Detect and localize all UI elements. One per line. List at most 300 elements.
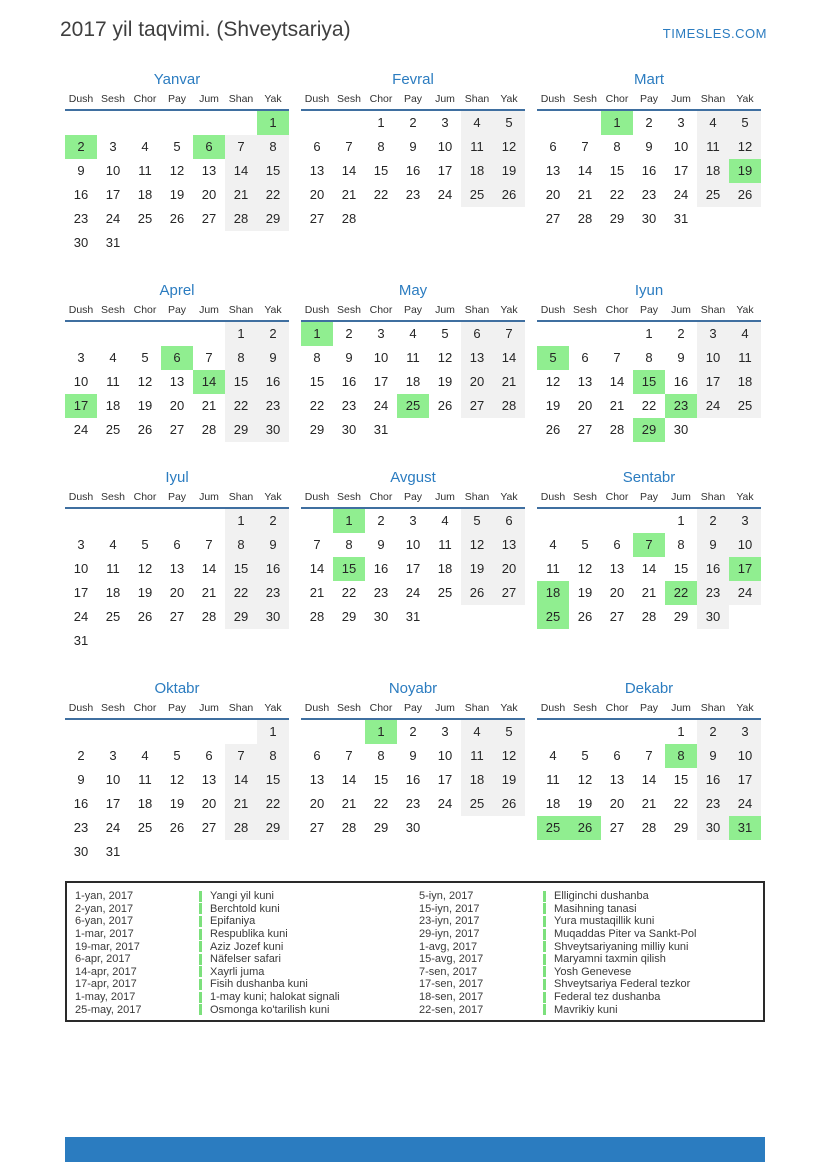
day-of-week-label: Yak — [264, 304, 282, 316]
day-cell: 6 — [613, 537, 621, 552]
legend-holiday-name: Yangi yil kuni — [210, 890, 274, 903]
day-cell: 3 — [441, 115, 449, 130]
month-title[interactable]: Yanvar — [153, 71, 201, 88]
day-cell: 26 — [577, 609, 593, 624]
month-title[interactable]: May — [398, 282, 428, 299]
day-cell: 26 — [461, 581, 493, 605]
day-cell: 6 — [313, 139, 321, 154]
month-title[interactable]: Mart — [634, 71, 664, 88]
day-cell: 4 — [409, 326, 417, 341]
day-cell: 18 — [537, 581, 569, 605]
day-of-week-label: Dush — [304, 93, 330, 105]
day-cell: 13 — [169, 374, 185, 389]
day-cell: 19 — [137, 585, 153, 600]
day-cell: 11 — [106, 561, 120, 576]
day-of-week-label: Dush — [68, 702, 94, 714]
day-cell: 14 — [201, 561, 217, 576]
legend-holiday-name: Xayrli juma — [210, 965, 265, 978]
day-of-week-label: Jum — [435, 304, 455, 316]
empty-day-cell — [333, 720, 365, 744]
day-cell: 7 — [205, 350, 213, 365]
day-cell: 4 — [109, 537, 117, 552]
day-cell: 10 — [373, 350, 389, 365]
day-cell: 24 — [437, 187, 453, 202]
day-of-week-label: Chor — [133, 93, 157, 105]
legend-marker — [543, 954, 546, 965]
day-cell: 10 — [73, 374, 89, 389]
day-cell: 18 — [137, 796, 153, 811]
month-title[interactable]: Oktabr — [154, 680, 200, 697]
day-cell: 15 — [225, 370, 257, 394]
day-cell: 12 — [729, 135, 761, 159]
legend-marker — [199, 916, 202, 927]
day-cell: 18 — [461, 768, 493, 792]
day-cell: 22 — [673, 796, 689, 811]
day-cell: 8 — [345, 537, 353, 552]
empty-day-cell — [729, 207, 761, 231]
day-cell: 12 — [577, 772, 593, 787]
day-cell: 3 — [377, 326, 385, 341]
month-days-grid — [65, 509, 289, 653]
empty-day-cell — [129, 720, 161, 744]
empty-day-cell — [493, 207, 525, 231]
empty-day-cell — [257, 629, 289, 653]
day-cell: 24 — [729, 792, 761, 816]
legend-entry — [71, 890, 415, 903]
day-cell: 7 — [205, 537, 213, 552]
day-of-week-label: Chor — [369, 491, 393, 503]
legend-date: 22-sen, 2017 — [419, 1003, 484, 1016]
day-of-week-label: Jum — [435, 491, 455, 503]
day-cell: 17 — [729, 768, 761, 792]
month-title[interactable]: Iyul — [165, 469, 189, 486]
day-cell: 14 — [225, 768, 257, 792]
day-cell: 17 — [65, 394, 97, 418]
day-cell: 1 — [365, 720, 397, 744]
month-calendar — [65, 679, 289, 864]
month-days-grid — [537, 509, 761, 629]
empty-day-cell — [493, 605, 525, 629]
day-cell: 14 — [309, 561, 325, 576]
day-cell: 31 — [673, 211, 689, 226]
day-cell: 6 — [549, 139, 557, 154]
day-cell: 10 — [729, 744, 761, 768]
day-cell: 17 — [437, 772, 453, 787]
day-cell: 9 — [345, 350, 353, 365]
day-cell: 19 — [493, 159, 525, 183]
legend-marker — [543, 1004, 546, 1015]
day-cell: 12 — [461, 533, 493, 557]
day-cell: 18 — [729, 370, 761, 394]
day-cell: 25 — [537, 816, 569, 840]
day-cell: 2 — [645, 115, 653, 130]
day-of-week-label: Shan — [700, 304, 726, 316]
day-cell: 28 — [201, 609, 217, 624]
day-cell: 23 — [73, 211, 89, 226]
day-cell: 16 — [73, 187, 89, 202]
day-cell: 14 — [225, 159, 257, 183]
day-cell: 18 — [405, 374, 421, 389]
legend-date: 15-avg, 2017 — [419, 953, 484, 966]
day-cell: 14 — [341, 163, 357, 178]
month-title[interactable]: Fevral — [392, 71, 434, 88]
day-cell: 26 — [493, 792, 525, 816]
day-cell: 16 — [257, 370, 289, 394]
day-cell: 8 — [645, 350, 653, 365]
month-title[interactable]: Noyabr — [388, 680, 438, 697]
legend-date: 1-yan, 2017 — [75, 890, 134, 903]
day-cell: 27 — [577, 422, 593, 437]
day-of-week-header-row — [65, 490, 289, 509]
legend-marker — [543, 903, 546, 914]
day-cell: 20 — [577, 398, 593, 413]
legend-holiday-name: Elliginchi dushanba — [554, 890, 649, 903]
day-of-week-header-row — [537, 303, 761, 322]
day-cell: 21 — [341, 187, 357, 202]
day-of-week-label: Dush — [68, 304, 94, 316]
day-cell: 10 — [437, 139, 453, 154]
legend-date: 18-sen, 2017 — [419, 991, 484, 1004]
day-cell: 11 — [461, 135, 493, 159]
day-cell: 15 — [609, 163, 625, 178]
empty-day-cell — [729, 605, 761, 629]
day-of-week-label: Yak — [264, 702, 282, 714]
day-of-week-label: Shan — [464, 491, 490, 503]
legend-entry — [71, 903, 415, 916]
day-cell: 8 — [225, 533, 257, 557]
legend-holiday-name: Epifaniya — [210, 915, 256, 928]
day-cell: 23 — [257, 394, 289, 418]
day-cell: 2 — [65, 135, 97, 159]
day-cell: 6 — [581, 350, 589, 365]
day-of-week-label: Jum — [435, 93, 455, 105]
day-cell: 10 — [73, 561, 89, 576]
day-cell: 1 — [377, 115, 385, 130]
month-days-grid — [537, 322, 761, 442]
day-cell: 9 — [409, 748, 417, 763]
site-link[interactable]: TIMESLES.COM — [662, 26, 767, 41]
day-cell: 26 — [137, 609, 153, 624]
day-of-week-label: Shan — [464, 304, 490, 316]
day-of-week-label: Dush — [540, 93, 566, 105]
day-cell: 13 — [309, 163, 325, 178]
day-cell: 15 — [373, 163, 389, 178]
legend-holiday-name: Berchtold kuni — [210, 902, 280, 915]
day-cell: 2 — [345, 326, 353, 341]
legend-entry — [415, 903, 759, 916]
day-cell: 25 — [537, 605, 569, 629]
day-cell: 8 — [257, 135, 289, 159]
day-cell: 19 — [577, 585, 593, 600]
day-of-week-label: Shan — [700, 491, 726, 503]
day-cell: 22 — [373, 187, 389, 202]
day-of-week-label: Sesh — [573, 304, 597, 316]
day-cell: 10 — [729, 533, 761, 557]
empty-day-cell — [161, 111, 193, 135]
day-cell: 11 — [138, 772, 152, 787]
day-cell: 31 — [729, 816, 761, 840]
day-cell: 27 — [169, 422, 185, 437]
day-of-week-label: Dush — [68, 93, 94, 105]
day-cell: 26 — [169, 820, 185, 835]
day-cell: 1 — [301, 322, 333, 346]
day-cell: 9 — [377, 537, 385, 552]
day-cell: 30 — [257, 418, 289, 442]
day-cell: 25 — [137, 820, 153, 835]
month-days-grid — [301, 111, 525, 231]
day-cell: 20 — [609, 796, 625, 811]
legend-entry — [71, 915, 415, 928]
day-cell: 23 — [373, 585, 389, 600]
legend-date: 6-yan, 2017 — [75, 915, 134, 928]
day-cell: 4 — [549, 748, 557, 763]
month-title[interactable]: Aprel — [159, 282, 195, 299]
day-cell: 14 — [641, 772, 657, 787]
empty-day-cell — [697, 418, 729, 442]
day-of-week-label: Shan — [228, 304, 254, 316]
day-cell: 12 — [545, 374, 561, 389]
day-cell: 28 — [341, 211, 357, 226]
day-cell: 18 — [545, 796, 561, 811]
holiday-legend — [65, 881, 765, 1022]
empty-day-cell — [601, 720, 633, 744]
day-cell: 21 — [201, 585, 217, 600]
legend-date: 1-avg, 2017 — [419, 940, 478, 953]
day-cell: 13 — [309, 772, 325, 787]
day-cell: 31 — [373, 422, 389, 437]
legend-date: 2-yan, 2017 — [75, 902, 134, 915]
day-cell: 7 — [345, 748, 353, 763]
day-cell: 8 — [313, 350, 321, 365]
day-cell: 30 — [257, 605, 289, 629]
legend-date: 1-may, 2017 — [75, 991, 136, 1004]
day-cell: 30 — [697, 816, 729, 840]
day-cell: 5 — [581, 748, 589, 763]
empty-day-cell — [97, 322, 129, 346]
day-cell: 2 — [697, 509, 729, 533]
day-cell: 26 — [569, 816, 601, 840]
day-of-week-label: Jum — [199, 491, 219, 503]
empty-day-cell — [429, 816, 461, 840]
day-of-week-label: Chor — [369, 702, 393, 714]
day-cell: 20 — [201, 796, 217, 811]
day-cell: 6 — [161, 346, 193, 370]
day-cell: 15 — [257, 159, 289, 183]
day-of-week-header-row — [537, 490, 761, 509]
day-of-week-label: Pay — [639, 93, 659, 105]
day-of-week-label: Dush — [304, 702, 330, 714]
day-cell: 2 — [697, 720, 729, 744]
day-of-week-label: Dush — [304, 304, 330, 316]
day-cell: 9 — [77, 772, 85, 787]
legend-entry — [415, 915, 759, 928]
empty-day-cell — [129, 111, 161, 135]
empty-day-cell — [461, 816, 493, 840]
day-cell: 18 — [137, 187, 153, 202]
day-of-week-label: Chor — [133, 702, 157, 714]
day-of-week-label: Shan — [228, 702, 254, 714]
empty-day-cell — [65, 720, 97, 744]
day-cell: 19 — [169, 187, 185, 202]
legend-holiday-name: Osmonga ko'tarilish kuni — [210, 1003, 330, 1016]
day-cell: 31 — [405, 609, 421, 624]
empty-day-cell — [129, 231, 161, 255]
day-cell: 7 — [633, 533, 665, 557]
day-of-week-label: Sesh — [573, 491, 597, 503]
empty-day-cell — [569, 509, 601, 533]
day-cell: 19 — [577, 796, 593, 811]
day-of-week-label: Chor — [605, 93, 629, 105]
day-of-week-label: Sesh — [101, 491, 125, 503]
day-of-week-label: Jum — [671, 93, 691, 105]
day-cell: 5 — [173, 139, 181, 154]
day-cell: 5 — [537, 346, 569, 370]
day-of-week-label: Yak — [500, 491, 518, 503]
day-cell: 19 — [137, 398, 153, 413]
day-cell: 24 — [729, 581, 761, 605]
day-cell: 11 — [697, 135, 729, 159]
day-cell: 8 — [377, 139, 385, 154]
day-cell: 14 — [341, 772, 357, 787]
day-cell: 9 — [697, 744, 729, 768]
day-cell: 16 — [257, 557, 289, 581]
day-cell: 5 — [441, 326, 449, 341]
day-cell: 28 — [641, 820, 657, 835]
empty-day-cell — [129, 509, 161, 533]
legend-marker — [199, 992, 202, 1003]
day-cell: 21 — [309, 585, 325, 600]
legend-marker — [199, 979, 202, 990]
day-cell: 13 — [201, 163, 217, 178]
day-cell: 23 — [405, 187, 421, 202]
month-title[interactable]: Sentabr — [622, 469, 676, 486]
month-days-grid — [65, 720, 289, 864]
day-cell: 24 — [697, 394, 729, 418]
day-cell: 27 — [609, 609, 625, 624]
month-days-grid — [537, 720, 761, 840]
day-cell: 9 — [677, 350, 685, 365]
legend-marker — [199, 966, 202, 977]
day-cell: 30 — [373, 609, 389, 624]
day-cell: 30 — [405, 820, 421, 835]
empty-day-cell — [193, 840, 225, 864]
month-calendar — [301, 468, 525, 653]
legend-holiday-name: Maryamni taxmin qilish — [554, 953, 666, 966]
day-cell: 29 — [673, 820, 689, 835]
day-of-week-label: Jum — [671, 491, 691, 503]
day-cell: 29 — [609, 211, 625, 226]
day-of-week-header-row — [301, 490, 525, 509]
day-cell: 25 — [461, 792, 493, 816]
day-of-week-label: Sesh — [101, 702, 125, 714]
empty-day-cell — [193, 231, 225, 255]
day-cell: 11 — [406, 350, 420, 365]
day-of-week-label: Yak — [736, 491, 754, 503]
empty-day-cell — [365, 207, 397, 231]
legend-entry — [415, 928, 759, 941]
day-of-week-label: Yak — [736, 304, 754, 316]
day-cell: 21 — [225, 792, 257, 816]
month-calendar — [537, 70, 761, 255]
day-cell: 4 — [141, 748, 149, 763]
day-of-week-header-row — [65, 701, 289, 720]
day-cell: 1 — [645, 326, 653, 341]
day-cell: 26 — [729, 183, 761, 207]
day-cell: 22 — [257, 792, 289, 816]
day-cell: 16 — [73, 796, 89, 811]
day-of-week-label: Chor — [605, 702, 629, 714]
empty-day-cell — [493, 418, 525, 442]
day-cell: 20 — [309, 796, 325, 811]
empty-day-cell — [301, 111, 333, 135]
day-cell: 1 — [257, 111, 289, 135]
day-of-week-label: Jum — [199, 304, 219, 316]
legend-marker — [543, 992, 546, 1003]
legend-marker — [543, 941, 546, 952]
empty-day-cell — [461, 207, 493, 231]
empty-day-cell — [493, 816, 525, 840]
day-cell: 18 — [461, 159, 493, 183]
day-cell: 8 — [225, 346, 257, 370]
day-cell: 2 — [409, 724, 417, 739]
empty-day-cell — [129, 322, 161, 346]
day-cell: 18 — [105, 585, 121, 600]
empty-day-cell — [569, 322, 601, 346]
month-title[interactable]: Dekabr — [624, 680, 674, 697]
legend-holiday-name: Shveytsariyaning milliy kuni — [554, 940, 689, 953]
day-cell: 17 — [729, 557, 761, 581]
day-cell: 10 — [673, 139, 689, 154]
day-cell: 5 — [461, 509, 493, 533]
empty-day-cell — [193, 111, 225, 135]
month-days-grid — [65, 322, 289, 442]
day-cell: 23 — [341, 398, 357, 413]
legend-date: 17-sen, 2017 — [419, 978, 484, 991]
day-of-week-label: Yak — [264, 491, 282, 503]
empty-day-cell — [537, 111, 569, 135]
month-title[interactable]: Avgust — [390, 469, 436, 486]
day-cell: 13 — [545, 163, 561, 178]
day-cell: 2 — [257, 322, 289, 346]
day-of-week-header-row — [65, 92, 289, 111]
day-cell: 3 — [697, 322, 729, 346]
legend-marker — [199, 1004, 202, 1015]
legend-date: 17-apr, 2017 — [75, 978, 137, 991]
day-cell: 23 — [73, 820, 89, 835]
day-cell: 16 — [641, 163, 657, 178]
legend-holiday-name: Muqaddas Piter va Sankt-Pol — [554, 928, 697, 941]
day-cell: 23 — [405, 796, 421, 811]
empty-day-cell — [601, 509, 633, 533]
day-cell: 29 — [673, 609, 689, 624]
legend-column — [415, 890, 759, 1016]
legend-entry — [415, 940, 759, 953]
day-cell: 7 — [345, 139, 353, 154]
day-of-week-label: Jum — [435, 702, 455, 714]
day-cell: 26 — [545, 422, 561, 437]
day-cell: 10 — [697, 346, 729, 370]
day-cell: 23 — [665, 394, 697, 418]
day-cell: 8 — [257, 744, 289, 768]
day-cell: 22 — [609, 187, 625, 202]
day-cell: 16 — [697, 768, 729, 792]
month-title[interactable]: Iyun — [634, 282, 664, 299]
day-cell: 13 — [493, 533, 525, 557]
day-cell: 5 — [173, 748, 181, 763]
page-title: 2017 yil taqvimi. (Shveytsariya) — [60, 18, 351, 41]
day-of-week-label: Chor — [133, 491, 157, 503]
legend-marker — [543, 929, 546, 940]
